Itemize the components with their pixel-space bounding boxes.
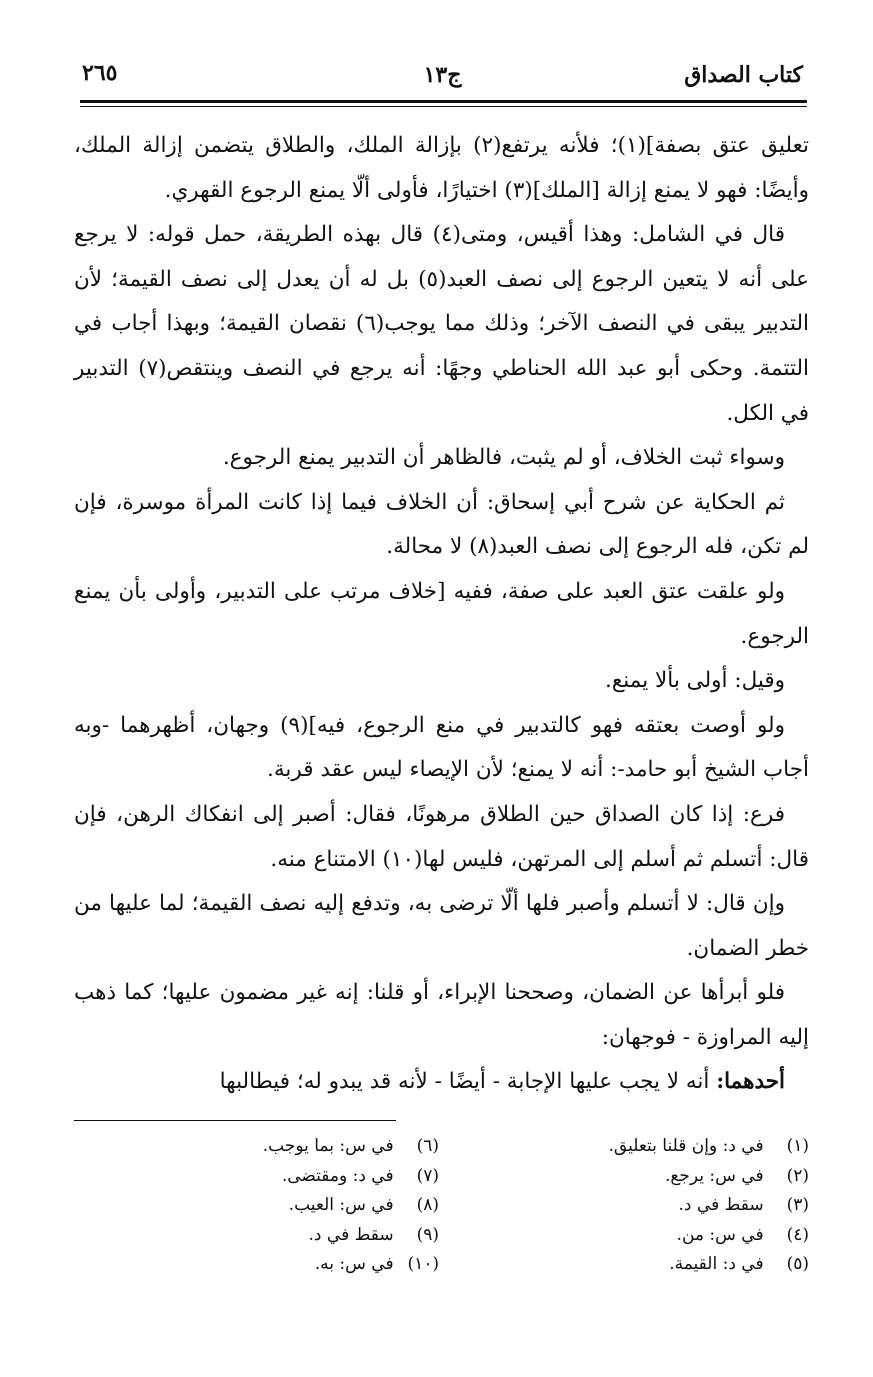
footnote-number: (٩): [416, 1224, 439, 1245]
footnote-text: في س: من.: [676, 1224, 764, 1245]
footnote: [469, 1132, 809, 1162]
footnote: [99, 1191, 439, 1221]
footnote: [99, 1132, 439, 1162]
paragraph: قال في الشامل: وهذا أقيس، ومتى(٤) قال بهذه الطريقة، حمل قوله: لا يرجع على أنه لا يتعين الرجوع إلى نصف العبد(٥) بل له أن يعدل إلى نصف القيمة؛ لأن التدبير يبقى في النصف الآخر؛ وذلك مما يوجب(٦) نقصان القيمة؛ وبهذا أجاب في التتمة. وحكى أبو عبد الله الحناطي وجهًا: أنه يرجع في النصف وينتقص(٧) التدبير في الكل.: [74, 222, 809, 426]
paragraph: ثم الحكاية عن شرح أبي إسحاق: أن الخلاف فيما إذا كانت المرأة موسرة، فإن لم تكن، فله الرجوع إلى نصف العبد(٨) لا محالة.: [74, 489, 809, 560]
footnote-number: (٢): [786, 1165, 809, 1186]
book-title: كتاب الصداق: [684, 62, 803, 88]
footnote: [99, 1162, 439, 1192]
footnote: [469, 1162, 809, 1192]
header-rule: [80, 100, 807, 103]
footnote-number: (٤): [786, 1224, 809, 1245]
footnote-text: في س: بما يوجب.: [262, 1136, 394, 1156]
footnote-text: سقط في د.: [308, 1224, 394, 1245]
footnotes-column-right: [469, 1132, 809, 1280]
paragraph-label: أحدهما:: [716, 1069, 785, 1095]
footnote-text: سقط في د.: [678, 1195, 764, 1215]
footnote: [469, 1191, 809, 1221]
footnote-text: في د: القيمة.: [669, 1254, 764, 1274]
paragraph: [74, 1060, 809, 1105]
footnote-number: (١٠): [407, 1254, 439, 1274]
paragraph-text: أنه لا يجب عليها الإجابة - أيضًا - لأنه قد يبدو له؛ فيطالبها: [219, 1069, 717, 1095]
footnote-text: في س: العيب.: [288, 1195, 394, 1215]
paragraph: وسواء ثبت الخلاف، أو لم يثبت، فالظاهر أن التدبير يمنع الرجوع.: [222, 445, 785, 471]
paragraph: تعليق عتق بصفة](١)؛ فلأنه يرتفع(٢) بإزالة الملك، والطلاق يتضمن إزالة الملك، وأيضًا: فهو لا يمنع إزالة [الملك](٣) اختيارًا، فأولى ألّا يمنع الرجوع القهري.: [74, 133, 810, 203]
footnote-text: في س: به.: [314, 1254, 394, 1274]
main-text: [74, 124, 809, 1105]
volume-label: ج١٣: [423, 62, 462, 88]
footnote: [469, 1250, 809, 1280]
footnote-number: (١): [786, 1136, 809, 1156]
footnote-number: (٦): [416, 1136, 439, 1156]
footnote-rule: [74, 1120, 396, 1121]
footnote-text: في د: ومقتضى.: [281, 1165, 394, 1186]
footnote: [469, 1221, 809, 1251]
paragraph: فرع: إذا كان الصداق حين الطلاق مرهونًا، فقال: أصبر إلى انفكاك الرهن، فإن قال: أتسلم ثم أسلم إلى المرتهن، فليس لها(١٠) الامتناع منه.: [74, 801, 809, 872]
paragraph: فلو أبرأها عن الضمان، وصححنا الإبراء، أو قلنا: إنه غير مضمون عليها؛ كما ذهب إليه المراوزة - فوجهان:: [74, 980, 809, 1050]
header-rule-thin: [80, 106, 807, 107]
footnote-number: (٨): [416, 1195, 439, 1215]
paragraph: وإن قال: لا أتسلم وأصبر فلها ألّا ترضى به، وتدفع إليه نصف القيمة؛ لما عليها من خطر الضمان.: [74, 891, 809, 961]
paragraph: وقيل: أولى بألا يمنع.: [605, 668, 785, 694]
paragraph: ولو علقت عتق العبد على صفة، ففيه [خلاف مرتب على التدبير، وأولى بأن يمنع الرجوع.: [74, 578, 809, 649]
footnote: [99, 1221, 439, 1251]
page-number: ٢٦٥: [82, 60, 118, 86]
footnote-number: (٧): [416, 1165, 439, 1186]
footnote-number: (٥): [786, 1254, 809, 1274]
footnotes-column-left: [99, 1132, 439, 1280]
paragraph: ولو أوصت بعتقه فهو كالتدبير في منع الرجوع، فيه](٩) وجهان، أظهرهما -وبه أجاب الشيخ أبو حامد-: أنه لا يمنع؛ لأن الإيصاء ليس عقد قربة.: [74, 712, 809, 783]
footnote-number: (٣): [786, 1195, 809, 1215]
page-header: [82, 58, 803, 98]
footnote-text: في د: وإن قلنا بتعليق.: [608, 1136, 764, 1156]
footnote: [99, 1250, 439, 1280]
footnote-text: في س: يرجع.: [664, 1165, 764, 1186]
